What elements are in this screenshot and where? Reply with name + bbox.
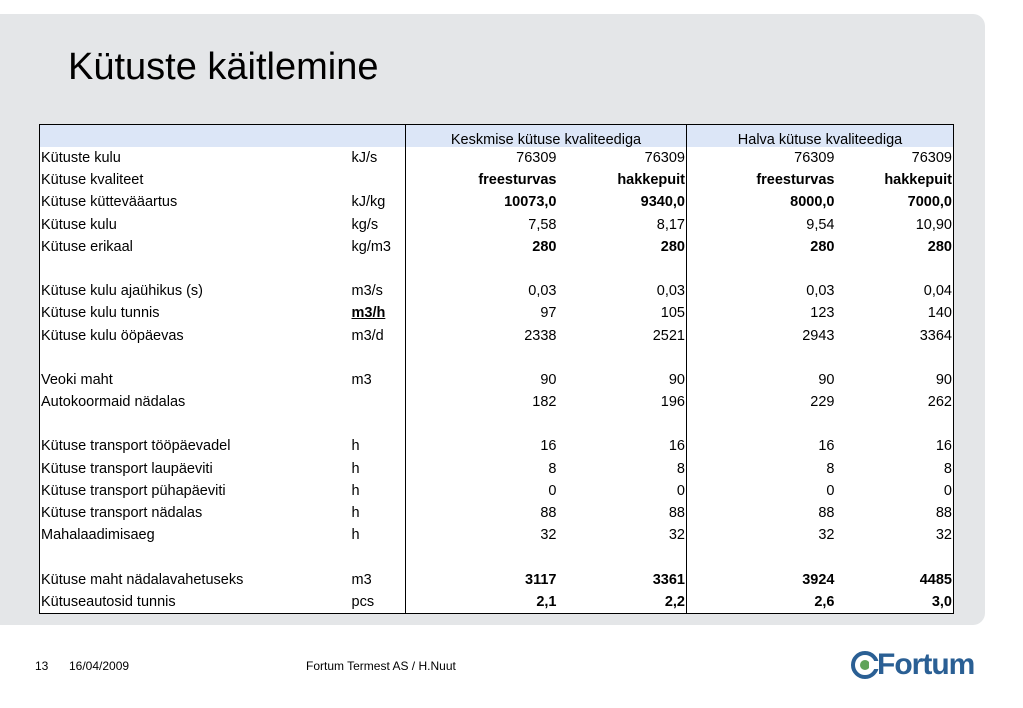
value-cell: 32 — [818, 527, 835, 544]
value-cell: 76309 — [794, 150, 835, 167]
footer-company: Fortum Termest AS / H.Nuut — [306, 659, 456, 673]
row-label: Veoki maht — [40, 369, 346, 391]
value-cell: 8 — [548, 460, 557, 477]
value-cell: 280 — [810, 238, 835, 255]
table-header-row — [40, 125, 954, 148]
row-label: Kütuse kulu — [40, 214, 346, 236]
value-cell — [836, 347, 954, 369]
value-cell: 7,58 — [528, 216, 557, 233]
value-cell: 8 — [558, 458, 687, 480]
table-row — [40, 236, 954, 258]
value-cell — [836, 258, 954, 280]
value-cell: 262 — [836, 391, 954, 413]
value-cell: 0 — [558, 480, 687, 502]
value-cell: 76309 — [516, 150, 557, 167]
row-label — [40, 547, 346, 569]
value-cell: 229 — [810, 394, 835, 411]
row-unit: h — [346, 458, 406, 480]
row-label: Kütuse maht nädalavahetuseks — [40, 569, 346, 591]
fortum-logo — [851, 646, 987, 684]
value-cell: 2521 — [558, 325, 687, 347]
value-cell: 88 — [818, 505, 835, 522]
value-cell — [558, 413, 687, 435]
page-title: Kütuste käitlemine — [68, 46, 379, 88]
table-row — [40, 436, 954, 458]
footer-date: 16/04/2009 — [69, 659, 130, 673]
row-label: Kütuse erikaal — [40, 236, 346, 258]
row-unit: pcs — [346, 591, 406, 614]
value-cell: 8 — [836, 458, 954, 480]
value-cell: 0,03 — [528, 283, 557, 300]
header-group-average-quality: Keskmise kütuse kvaliteediga — [406, 125, 687, 148]
value-cell: 105 — [558, 303, 687, 325]
value-cell: 2,2 — [558, 591, 687, 614]
row-unit: h — [346, 480, 406, 502]
value-cell: 32 — [558, 524, 687, 546]
value-cell: 196 — [558, 391, 687, 413]
row-label: Kütuse kulu tunnis — [40, 303, 346, 325]
value-cell: 2,1 — [406, 591, 558, 614]
row-unit — [346, 413, 406, 435]
value-cell: 8,17 — [558, 214, 687, 236]
row-label: Mahalaadimisaeg — [40, 524, 346, 546]
value-cell: 90 — [836, 369, 954, 391]
value-cell: 97 — [540, 305, 557, 322]
table-row — [40, 147, 954, 169]
row-unit — [346, 169, 406, 191]
value-cell — [558, 547, 687, 569]
table-row — [40, 569, 954, 591]
row-label: Kütuse kvaliteet — [40, 169, 346, 191]
value-cell: 0 — [548, 482, 557, 499]
row-unit: h — [346, 502, 406, 524]
value-cell: 3924 — [802, 571, 835, 588]
value-cell — [406, 547, 558, 569]
value-cell: 9,54 — [806, 216, 835, 233]
row-label: Kütuse transport pühapäeviti — [40, 480, 346, 502]
value-cell: 0 — [826, 482, 835, 499]
table-row — [40, 192, 954, 214]
row-label: Kütuse transport tööpäevadel — [40, 436, 346, 458]
table-spacer-row — [40, 547, 954, 569]
table-row — [40, 524, 954, 546]
fuel-handling-table — [39, 124, 954, 614]
row-unit: h — [346, 524, 406, 546]
value-cell: 3117 — [525, 571, 557, 588]
value-cell: 280 — [558, 236, 687, 258]
value-cell: 2,6 — [687, 591, 836, 614]
value-cell: 16 — [836, 436, 954, 458]
value-cell: 3,0 — [836, 591, 954, 614]
value-cell: 3364 — [836, 325, 954, 347]
fortum-logo-text: Fortum — [877, 648, 975, 681]
value-cell: 2943 — [802, 327, 835, 344]
row-label: Kütuse kulu ajaühikus (s) — [40, 280, 346, 302]
value-cell: 16 — [558, 436, 687, 458]
value-cell: 76309 — [836, 147, 954, 169]
row-unit — [346, 547, 406, 569]
row-unit: m3 — [346, 569, 406, 591]
row-unit: m3 — [346, 369, 406, 391]
row-unit: kg/m3 — [346, 236, 406, 258]
value-cell — [687, 547, 836, 569]
table-row — [40, 458, 954, 480]
table-spacer-row — [40, 347, 954, 369]
row-unit: m3/d — [346, 325, 406, 347]
row-unit: m3/h — [346, 303, 406, 325]
value-cell: 9340,0 — [558, 192, 687, 214]
value-cell: 88 — [540, 505, 557, 522]
table-row — [40, 391, 954, 413]
row-unit — [346, 391, 406, 413]
value-cell: 3361 — [558, 569, 687, 591]
value-cell: 88 — [836, 502, 954, 524]
row-label: Kütuse transport laupäeviti — [40, 458, 346, 480]
table-row — [40, 369, 954, 391]
table-row — [40, 480, 954, 502]
row-label: Kütuse transport nädalas — [40, 502, 346, 524]
row-label: Kütuseautosid tunnis — [40, 591, 346, 614]
value-cell: 0 — [836, 480, 954, 502]
header-group-poor-quality: Halva kütuse kvaliteediga — [687, 125, 954, 148]
value-cell — [406, 413, 558, 435]
row-unit: kg/s — [346, 214, 406, 236]
value-cell — [558, 258, 687, 280]
fortum-logo-icon — [851, 651, 879, 679]
row-label: Kütuse kulu ööpäevas — [40, 325, 346, 347]
value-cell: 4485 — [836, 569, 954, 591]
row-label — [40, 258, 346, 280]
row-unit — [346, 258, 406, 280]
value-cell — [558, 347, 687, 369]
row-label — [40, 347, 346, 369]
value-cell — [687, 258, 836, 280]
value-cell — [836, 547, 954, 569]
row-unit: kJ/s — [346, 147, 406, 169]
value-cell: 16 — [540, 438, 557, 455]
table-row — [40, 214, 954, 236]
value-cell: 32 — [836, 524, 954, 546]
value-cell: hakkepuit — [558, 169, 687, 191]
table-row — [40, 591, 954, 614]
table-spacer-row — [40, 258, 954, 280]
header-blank — [40, 125, 346, 148]
value-cell: 76309 — [558, 147, 687, 169]
row-label: Autokoormaid nädalas — [40, 391, 346, 413]
value-cell: 280 — [836, 236, 954, 258]
value-cell: 7000,0 — [836, 192, 954, 214]
table-row — [40, 303, 954, 325]
row-unit: kJ/kg — [346, 192, 406, 214]
value-cell: 182 — [532, 394, 557, 411]
row-unit — [346, 347, 406, 369]
value-cell: freesturvas — [756, 172, 835, 189]
row-label: Kütuse küttevääartus — [40, 192, 346, 214]
row-unit: h — [346, 436, 406, 458]
value-cell: 10,90 — [836, 214, 954, 236]
value-cell — [687, 347, 836, 369]
row-unit: m3/s — [346, 280, 406, 302]
value-cell: 8000,0 — [790, 194, 835, 211]
page-number: 13 — [35, 659, 49, 673]
value-cell — [406, 258, 558, 280]
value-cell: 2338 — [524, 327, 557, 344]
table-spacer-row — [40, 413, 954, 435]
value-cell: 123 — [810, 305, 835, 322]
table-row — [40, 169, 954, 191]
table-row — [40, 502, 954, 524]
value-cell: 88 — [558, 502, 687, 524]
table-row — [40, 325, 954, 347]
header-blank-unit — [346, 125, 406, 148]
value-cell: 90 — [818, 371, 835, 388]
value-cell — [406, 347, 558, 369]
row-label — [40, 413, 346, 435]
table-row — [40, 280, 954, 302]
value-cell: 0,03 — [806, 283, 835, 300]
value-cell: 0,03 — [558, 280, 687, 302]
value-cell: 8 — [826, 460, 835, 477]
value-cell: hakkepuit — [836, 169, 954, 191]
value-cell: 90 — [558, 369, 687, 391]
value-cell: 140 — [836, 303, 954, 325]
value-cell: 32 — [540, 527, 557, 544]
value-cell: 280 — [532, 238, 557, 255]
value-cell — [836, 413, 954, 435]
value-cell: 16 — [818, 438, 835, 455]
value-cell — [687, 413, 836, 435]
value-cell: 0,04 — [836, 280, 954, 302]
value-cell: 10073,0 — [504, 194, 557, 211]
value-cell: freesturvas — [478, 172, 557, 189]
value-cell: 90 — [540, 371, 557, 388]
row-label: Kütuste kulu — [40, 147, 346, 169]
